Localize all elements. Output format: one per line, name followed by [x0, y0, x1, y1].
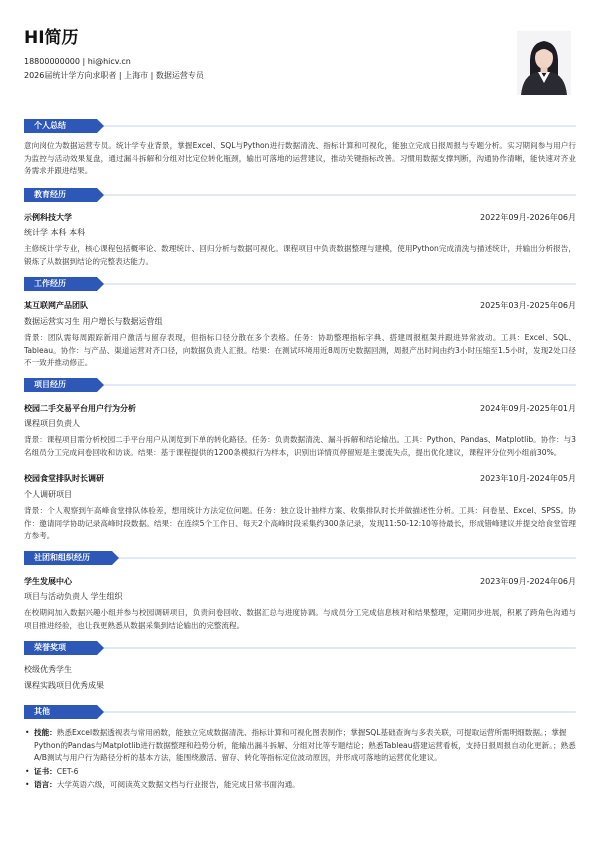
project-title: 校园食堂排队时长调研 [24, 474, 104, 483]
intent-line: 2026届统计学方向求职者 | 上海市 | 数据运营专员 [24, 71, 204, 80]
section-other [24, 705, 576, 719]
section-projects [24, 378, 576, 392]
organization-name: 学生发展中心 [24, 577, 72, 586]
section-divider [24, 194, 576, 196]
candidate-name: HI简历 [24, 28, 79, 48]
project-role: 课程项目负责人 [24, 419, 80, 428]
section-title: 项目经历 [24, 378, 97, 392]
project-row [24, 472, 576, 485]
project-role: 个人调研项目 [24, 490, 72, 499]
section-work [24, 277, 576, 291]
education-degree: 统计学 本科 本科 [24, 228, 86, 237]
project-date: 2023年10月-2024年05月 [480, 474, 576, 483]
activity-date: 2023年09月-2024年06月 [480, 577, 576, 586]
list-item-text: 大学英语六级，可阅读英文数据文档与行业报告，能完成日常书面沟通。 [56, 780, 300, 789]
award-item: 校级优秀学生 [24, 665, 72, 674]
section-education [24, 188, 576, 202]
section-summary [24, 119, 576, 133]
section-title: 社团和组织经历 [24, 551, 112, 565]
project-title: 校园二手交易平台用户行为分析 [24, 404, 136, 413]
section-divider [24, 125, 576, 127]
section-divider [24, 647, 576, 649]
summary-text: 意向岗位为数据运营专员。统计学专业背景，掌握Excel、SQL与Python进行数据清洗、指标计算和可视化，能独立完成日报周报与专题分析。实习期间参与用户行为监控与活动效果复盘，通过漏斗拆解和分组对比定位转化瓶颈，输出可落地的运营建议，推动关键指标改善。习惯用数据支撑判断，沟通协作清晰，能快速对齐业务需求并跟进结果。 [24, 141, 576, 175]
activity-role: 项目与活动负责人 学生组织 [24, 592, 123, 601]
section-title: 工作经历 [24, 277, 97, 291]
list-item-text: 熟悉Excel数据透视表与常用函数，能独立完成数据清洗、指标计算和可视化图表制作；掌握SQL基础查询与多表关联，可提取运营所需明细数据。；掌握Python的Pandas与Matplotlib进行数据整理和趋势分析，能输出漏斗拆解、分组对比等专题结论；熟悉Tableau搭建运营看板，支持日报周报自动化更新。；熟悉A/B测试与用户行为路径分析的基本方法，能围绕激活、留存、转化等指标定位波动原因，并形成可落地的运营优化建议。 [34, 728, 576, 762]
work-date: 2025年03月-2025年06月 [480, 301, 576, 310]
work-row [24, 299, 576, 312]
activity-row [24, 575, 576, 588]
list-item-label: 技能： [34, 728, 57, 737]
section-title: 荣誉奖项 [24, 641, 97, 655]
list-item-label: 语言： [34, 780, 57, 789]
project-description: 背景：课程项目需分析校园二手平台用户从浏览到下单的转化路径。任务：负责数据清洗、漏斗拆解和结论输出。工具：Python、Pandas、Matplotlib。协作：与3名组员分工完成问卷回收和访谈。结果：基于课程提供的1200条模拟行为样本，识别出详情页停留短是主要流失点，提出优化建议，课程评分位列小组前30%。 [24, 435, 576, 457]
activity-description: 在校期间加入数据兴趣小组并参与校园调研项目，负责问卷回收、数据汇总与进度协调。与成员分工完成信息核对和结果整理，定期同步进展，积累了跨角色沟通与项目推进经验，也让我更熟悉从数据采集到结论输出的完整流程。 [24, 608, 576, 630]
section-divider [24, 384, 576, 386]
list-item-label: 证书： [34, 766, 57, 776]
award-item: 课程实践项目优秀成果 [24, 681, 104, 690]
list-item [24, 727, 576, 765]
education-row [24, 211, 576, 224]
avatar-photo-icon [517, 31, 571, 95]
work-description: 背景：团队需每周跟踪新用户激活与留存表现，但指标口径分散在多个表格。任务：协助整理指标字典、搭建周报框架并跟进异常波动。工具：Excel、SQL、Tableau。协作：与产品、渠道运营对齐口径，向数据负责人汇报。结果：在测试环境用近8周历史数据回测，周报产出时间由约3小时压缩至1.5小时，发现2处口径不一致并推动修正。 [24, 333, 576, 367]
project-row [24, 402, 576, 415]
education-date: 2022年09月-2026年06月 [480, 213, 576, 222]
section-divider [24, 283, 576, 285]
education-description: 主修统计学专业，核心课程包括概率论、数理统计、回归分析与数据可视化。课程项目中负责数据整理与建模，使用Python完成清洗与描述统计，并输出分析报告，锻炼了从数据到结论的完整表达能力。 [24, 244, 576, 266]
section-awards [24, 641, 576, 655]
section-title: 其他 [24, 705, 97, 719]
list-item-text: CET-6 [56, 766, 79, 776]
school-name: 示例科技大学 [24, 213, 72, 222]
list-item [24, 766, 576, 779]
section-divider [24, 711, 576, 713]
section-title: 教育经历 [24, 188, 97, 202]
avatar [517, 31, 571, 95]
work-position: 数据运营实习生 用户增长与数据运营组 [24, 317, 163, 326]
contact-line: 18800000000 | hi@hicv.cn [24, 57, 131, 66]
project-description: 背景：个人观察到午高峰食堂排队体验差，想用统计方法定位问题。任务：独立设计抽样方案、收集排队时长并做描述性分析。工具：问卷星、Excel、SPSS。协作：邀请同学协助记录高峰时段数据。结果：在连续5个工作日、每天2个高峰时段采集约300条记录，发现11:50-12:10等待最长，形成错峰建议并提交给食堂管理方参考。 [24, 506, 576, 540]
section-activities [24, 551, 576, 565]
section-title: 个人总结 [24, 119, 97, 133]
other-list [24, 727, 576, 793]
project-date: 2024年09月-2025年01月 [480, 404, 576, 413]
list-item [24, 779, 576, 792]
company-name: 某互联网产品团队 [24, 301, 88, 310]
